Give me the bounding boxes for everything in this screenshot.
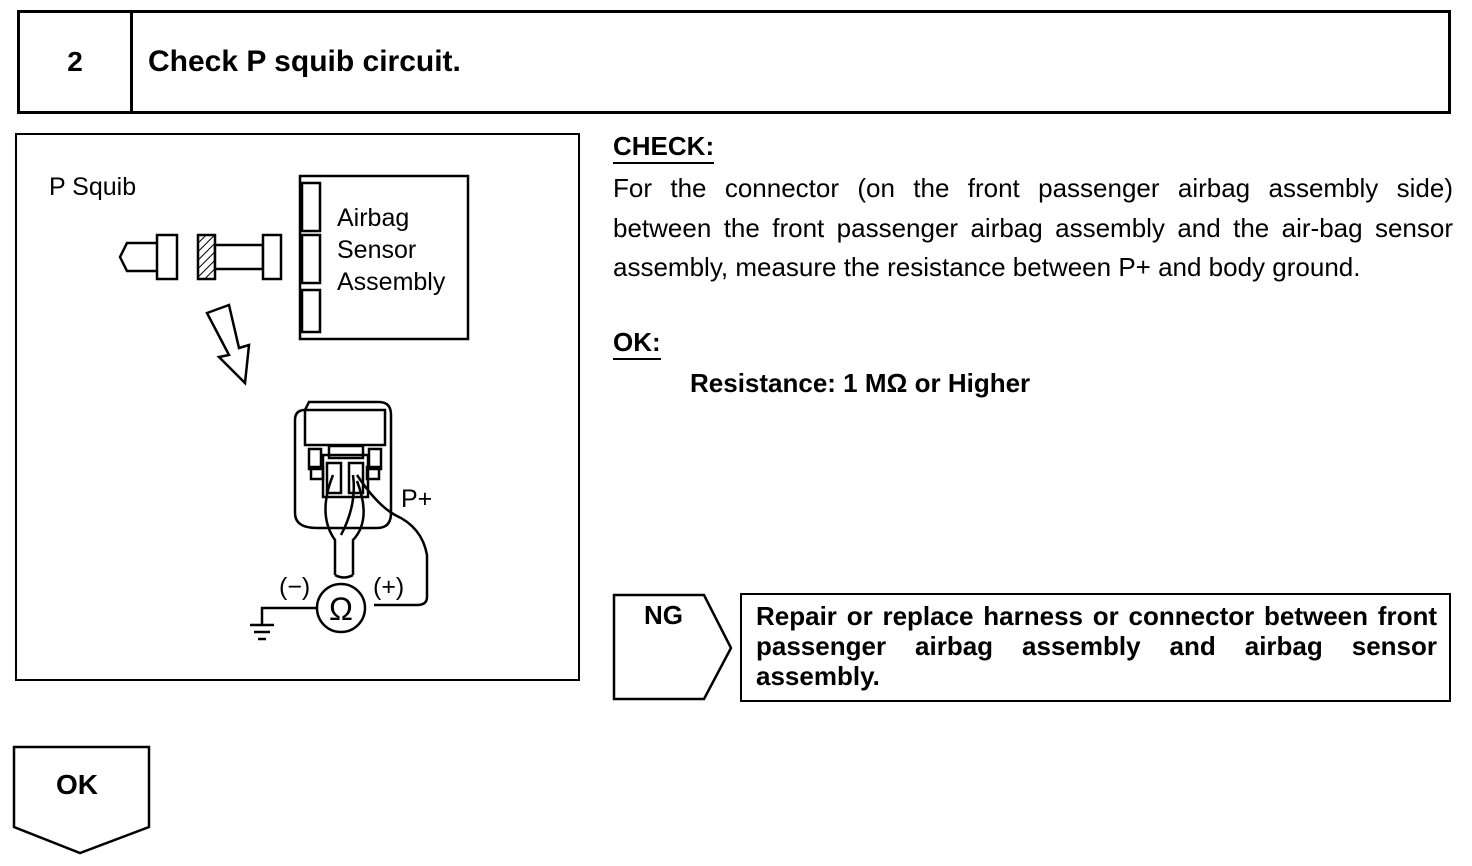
positive-lead-label: (+) [373,573,405,601]
terminal-p-plus-label: P+ [401,485,433,513]
sensor-label-line3: Assembly [337,268,446,296]
ok-heading: OK: [613,327,661,360]
ok-arrow-icon [12,745,154,857]
ng-label: NG [644,600,683,630]
ground-icon [250,625,274,639]
sensor-label-line1: Airbag [337,204,410,232]
ohm-symbol: Ω [329,591,353,627]
ok-result-label: OK [56,769,98,800]
ng-repair-instruction: Repair or replace harness or connector between front passenger airbag assembly and airbag sensor assembly. [740,593,1451,702]
p-squib-label: P Squib [49,173,137,201]
negative-lead-label: (−) [279,573,311,601]
check-instructions: For the connector (on the front passenger airbag assembly side) between the front passenger airbag assembly and the air-bag sensor assembly, measure the resistance between P+ and body ground. [613,173,1453,282]
arrow-down-icon [207,305,249,383]
squib-plug-icon [120,235,177,279]
circuit-illustration [15,133,580,681]
step-header [17,10,1451,114]
check-heading: CHECK: [613,131,714,164]
ohmmeter-icon [262,584,365,632]
ok-specification: Resistance: 1 MΩ or Higher [690,368,1031,398]
connector-icon [198,235,281,279]
sensor-label-line2: Sensor [337,236,417,264]
step-title: Check P squib circuit. [148,45,461,78]
step-number: 2 [20,13,133,111]
